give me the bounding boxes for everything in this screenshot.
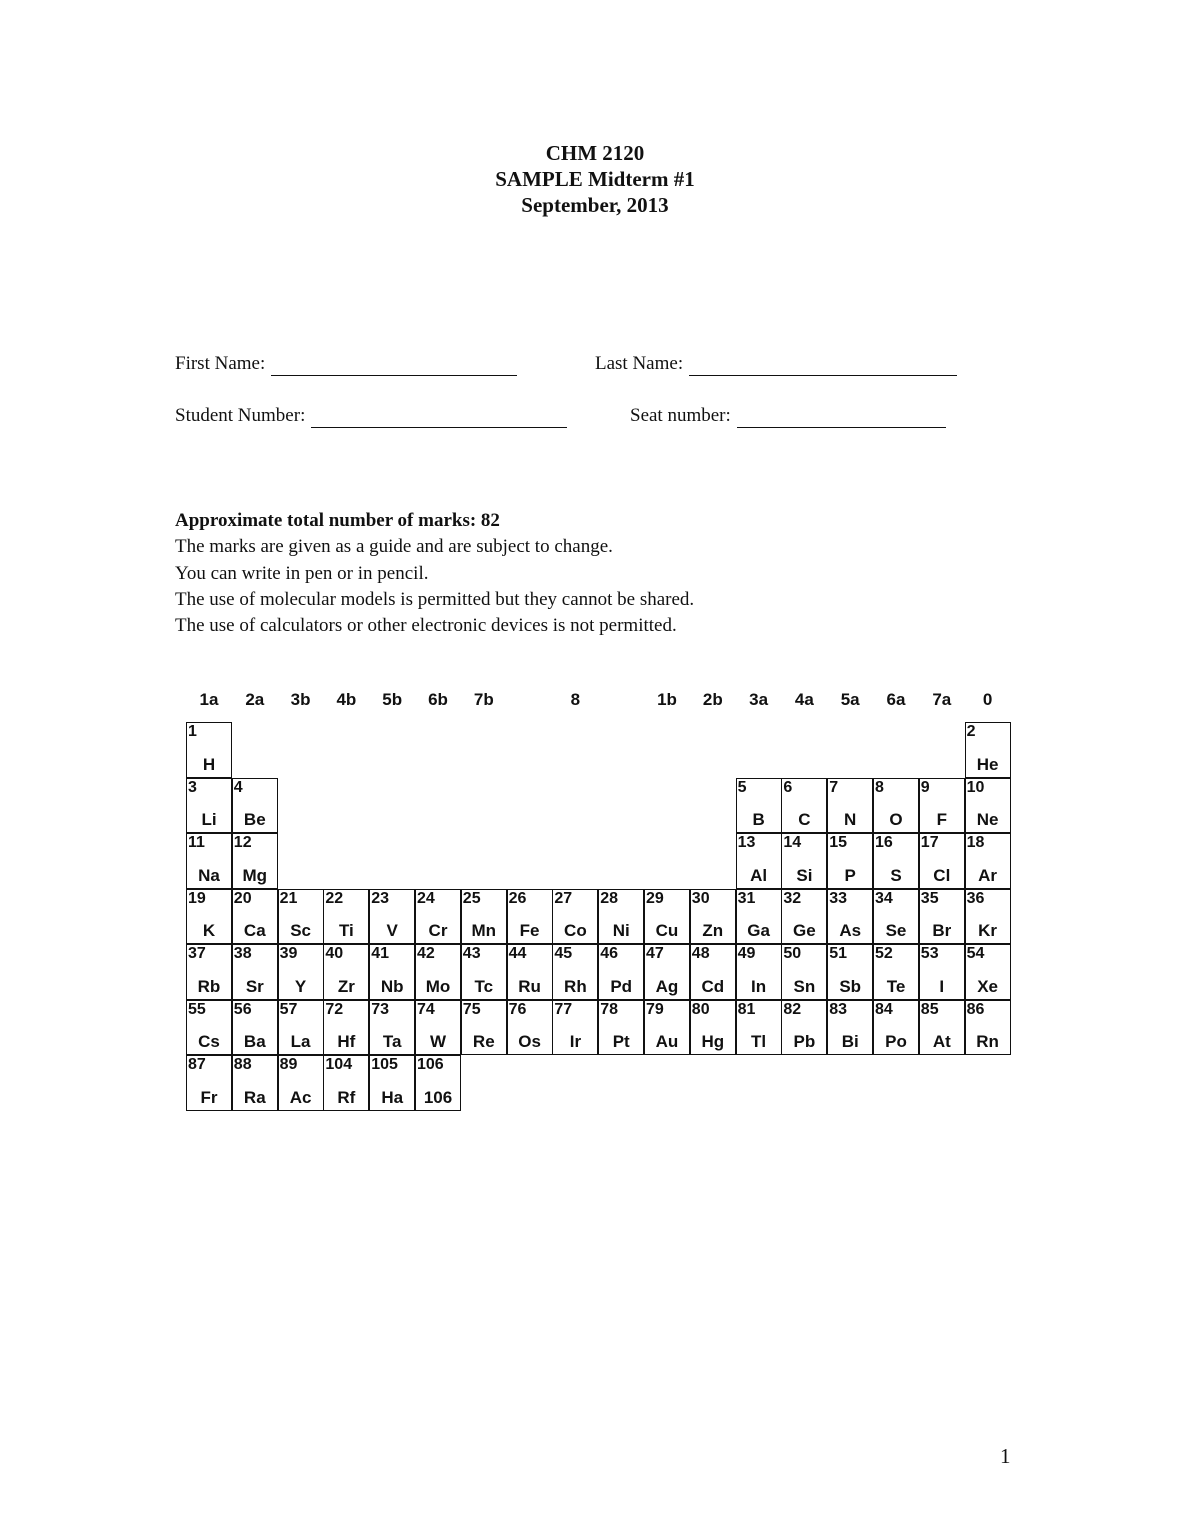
atomic-number: 14	[783, 834, 802, 851]
atomic-number: 83	[829, 1000, 847, 1018]
element-symbol: Nb	[380, 976, 404, 996]
atomic-number: 2	[966, 723, 976, 740]
atomic-number: 36	[966, 889, 985, 907]
atomic-number: 57	[279, 1000, 298, 1018]
atomic-number: 5	[737, 778, 747, 796]
atomic-number: 21	[279, 889, 298, 907]
atomic-number: 16	[875, 834, 893, 851]
group-label: 6b	[428, 690, 448, 709]
element-symbol: Te	[886, 976, 906, 996]
group-label: 6a	[886, 690, 906, 709]
group-label: 5a	[840, 690, 860, 709]
atomic-number: 77	[554, 1000, 573, 1018]
element-symbol: Pb	[793, 1032, 816, 1051]
element-symbol: Au	[655, 1032, 679, 1051]
element-symbol: He	[976, 754, 999, 774]
atomic-number: 73	[371, 1000, 389, 1018]
element-cell	[873, 1000, 919, 1056]
element-symbol: Pd	[610, 976, 633, 996]
atomic-number: 84	[875, 1000, 893, 1018]
element-symbol: Ba	[243, 1032, 266, 1051]
atomic-number: 10	[966, 778, 985, 796]
atomic-number: 29	[646, 889, 664, 907]
atomic-number: 15	[829, 834, 847, 851]
atomic-number: 28	[600, 889, 618, 907]
atomic-number: 1	[188, 723, 197, 740]
element-symbol: N	[844, 810, 857, 829]
element-symbol: Br	[932, 921, 952, 940]
element-cell	[323, 1055, 369, 1111]
atomic-number: 30	[691, 889, 710, 907]
atomic-number: 79	[646, 1000, 664, 1018]
element-symbol: As	[839, 921, 862, 940]
element-symbol: Po	[885, 1032, 907, 1051]
element-cell	[507, 944, 553, 1000]
element-symbol: Co	[564, 921, 587, 940]
exam-title: SAMPLE Midterm #1	[495, 167, 695, 191]
element-symbol: Mg	[242, 865, 268, 885]
group-label: 8	[570, 690, 581, 709]
atomic-number: 87	[188, 1056, 206, 1073]
group-label: 1b	[657, 690, 677, 709]
atomic-number: 24	[417, 889, 435, 907]
element-cell	[965, 1000, 1011, 1056]
atomic-number: 105	[371, 1056, 398, 1073]
element-symbol: Hf	[337, 1032, 356, 1051]
atomic-number: 88	[233, 1056, 252, 1073]
element-symbol: Ar	[978, 865, 998, 885]
element-symbol: Sn	[793, 976, 816, 996]
element-cell	[232, 889, 278, 945]
atomic-number: 75	[462, 1000, 481, 1018]
last-name-label: Last Name:	[595, 353, 684, 374]
element-cell	[736, 778, 782, 834]
exam-date: September, 2013	[521, 193, 669, 217]
element-symbol: Na	[198, 865, 220, 885]
element-symbol: C	[798, 810, 811, 829]
atomic-number: 3	[188, 778, 197, 796]
group-label: 1a	[199, 690, 219, 709]
element-symbol: Cd	[701, 976, 725, 996]
element-cell	[415, 889, 461, 945]
element-symbol: Fr	[200, 1087, 218, 1107]
atomic-number: 51	[829, 945, 847, 962]
element-symbol: Al	[750, 865, 768, 885]
atomic-number: 53	[920, 945, 939, 962]
element-symbol: Cs	[198, 1032, 220, 1051]
atomic-number: 54	[966, 945, 985, 962]
atomic-number: 19	[188, 889, 206, 907]
atomic-number: 23	[371, 889, 389, 907]
atomic-number: 50	[783, 945, 802, 962]
element-cell	[278, 944, 324, 1000]
element-symbol: Tl	[751, 1032, 767, 1051]
atomic-number: 72	[325, 1000, 344, 1018]
element-symbol: V	[386, 921, 398, 940]
element-symbol: H	[202, 754, 216, 774]
atomic-number: 31	[737, 889, 756, 907]
atomic-number: 85	[920, 1000, 939, 1018]
instruction-line: The use of calculators or other electronic devices is not permitted.	[175, 615, 677, 637]
element-cell	[781, 944, 827, 1000]
element-symbol: Hg	[701, 1032, 725, 1051]
group-label: 4a	[794, 690, 814, 709]
element-cell	[186, 1055, 232, 1111]
atomic-number: 25	[462, 889, 481, 907]
element-symbol: Cu	[655, 921, 679, 940]
page-number: 1	[1000, 1444, 1011, 1468]
atomic-number: 38	[233, 945, 252, 962]
element-symbol: Rf	[337, 1087, 356, 1107]
element-cell	[827, 778, 873, 834]
element-cell	[781, 778, 827, 834]
atomic-number: 76	[508, 1000, 527, 1018]
element-symbol: Be	[243, 810, 266, 829]
element-cell	[644, 944, 690, 1000]
element-cell	[278, 1000, 324, 1056]
group-label: 2b	[702, 690, 723, 709]
element-cell	[827, 889, 873, 945]
element-cell	[919, 944, 965, 1000]
element-cell	[919, 778, 965, 834]
element-cell	[507, 889, 553, 945]
group-label: 3b	[290, 690, 311, 709]
element-cell	[690, 1000, 736, 1056]
element-cell	[873, 889, 919, 945]
element-symbol: F	[936, 810, 947, 829]
element-cell	[232, 1000, 278, 1056]
element-cell	[965, 778, 1011, 834]
element-cell	[415, 1000, 461, 1056]
atomic-number: 46	[600, 945, 618, 962]
element-cell	[736, 889, 782, 945]
element-symbol: S	[890, 865, 902, 885]
element-cell	[552, 1000, 598, 1056]
atomic-number: 80	[691, 1000, 710, 1018]
atomic-number: 8	[875, 778, 884, 796]
atomic-number: 32	[783, 889, 802, 907]
atomic-number: 81	[737, 1000, 756, 1018]
element-symbol: Ag	[655, 976, 679, 996]
element-cell	[186, 1000, 232, 1056]
group-label: 0	[982, 690, 993, 709]
atomic-number: 35	[920, 889, 939, 907]
element-cell	[644, 1000, 690, 1056]
atomic-number: 11	[188, 834, 205, 851]
atomic-number: 55	[188, 1000, 206, 1018]
course-title: CHM 2120	[545, 141, 645, 165]
atomic-number: 89	[279, 1056, 298, 1073]
element-cell	[827, 1000, 873, 1056]
atomic-number: 49	[737, 945, 756, 962]
atomic-number: 34	[875, 889, 893, 907]
element-cell	[598, 1000, 644, 1056]
element-symbol: Zr	[337, 976, 355, 996]
atomic-number: 13	[737, 834, 756, 851]
element-symbol: Se	[885, 921, 907, 940]
element-cell	[186, 778, 232, 834]
element-cell	[369, 944, 415, 1000]
element-symbol: Fe	[519, 921, 540, 940]
element-symbol: Pt	[612, 1032, 630, 1051]
element-cell	[781, 833, 827, 889]
atomic-number: 9	[920, 778, 930, 796]
atomic-number: 17	[920, 834, 939, 851]
element-symbol: Rn	[976, 1032, 999, 1051]
element-symbol: W	[429, 1032, 447, 1051]
element-symbol: P	[844, 865, 856, 885]
element-symbol: Si	[796, 865, 813, 885]
element-cell	[461, 1000, 507, 1056]
instruction-line: The use of molecular models is permitted but they cannot be shared.	[175, 588, 695, 610]
atomic-number: 33	[829, 889, 847, 907]
atomic-number: 48	[691, 945, 710, 962]
atomic-number: 22	[325, 889, 344, 907]
element-cell	[781, 889, 827, 945]
element-symbol: Ti	[338, 921, 354, 940]
element-cell	[873, 833, 919, 889]
element-cell	[965, 889, 1011, 945]
element-cell	[232, 778, 278, 834]
atomic-number: 6	[783, 778, 793, 796]
element-cell	[736, 944, 782, 1000]
element-symbol: Ir	[569, 1032, 582, 1051]
element-cell	[644, 889, 690, 945]
atomic-number: 12	[233, 834, 252, 851]
atomic-number: 52	[875, 945, 893, 962]
atomic-number: 44	[508, 945, 527, 962]
element-cell	[232, 833, 278, 889]
atomic-number: 78	[600, 1000, 618, 1018]
atomic-number: 20	[233, 889, 252, 907]
element-cell	[461, 889, 507, 945]
element-symbol: Sb	[839, 976, 862, 996]
atomic-number: 18	[966, 834, 985, 851]
element-symbol: Rh	[564, 976, 587, 996]
element-cell	[690, 889, 736, 945]
element-cell	[598, 889, 644, 945]
group-label: 5b	[382, 690, 403, 709]
atomic-number: 42	[417, 945, 435, 962]
element-symbol: Ni	[612, 921, 630, 940]
element-symbol: Re	[472, 1032, 495, 1051]
element-symbol: B	[752, 810, 765, 829]
group-label: 7a	[932, 690, 952, 709]
element-symbol: Cl	[933, 865, 951, 885]
element-cell	[369, 889, 415, 945]
seat-number-label: Seat number:	[630, 405, 731, 426]
element-symbol: At	[932, 1032, 951, 1051]
group-label: 2a	[245, 690, 265, 709]
element-cell	[232, 944, 278, 1000]
element-symbol: Ha	[381, 1087, 404, 1107]
element-cell	[919, 833, 965, 889]
element-symbol: Rb	[197, 976, 221, 996]
element-symbol: Os	[518, 1032, 541, 1051]
atomic-number: 41	[371, 945, 389, 962]
atomic-number: 82	[783, 1000, 802, 1018]
element-symbol: Sr	[245, 976, 264, 996]
atomic-number: 104	[325, 1056, 353, 1073]
element-cell	[278, 889, 324, 945]
element-cell	[919, 1000, 965, 1056]
element-symbol: Li	[201, 810, 217, 829]
element-cell	[552, 944, 598, 1000]
element-cell	[781, 1000, 827, 1056]
element-cell	[461, 944, 507, 1000]
element-symbol: O	[889, 810, 903, 829]
group-label: 3a	[749, 690, 769, 709]
element-cell	[965, 833, 1011, 889]
first-name-label: First Name:	[175, 353, 266, 374]
element-cell	[323, 889, 369, 945]
element-symbol: Ta	[382, 1032, 402, 1051]
element-cell	[690, 944, 736, 1000]
element-cell	[827, 833, 873, 889]
element-cell	[369, 1055, 415, 1111]
atomic-number: 43	[462, 945, 481, 962]
element-cell	[873, 944, 919, 1000]
element-symbol: I	[939, 976, 945, 996]
element-cell	[965, 944, 1011, 1000]
element-symbol: Mo	[425, 976, 451, 996]
atomic-number: 56	[233, 1000, 252, 1018]
atomic-number: 47	[646, 945, 664, 962]
element-symbol: Kr	[978, 921, 998, 940]
element-symbol: Xe	[977, 976, 998, 996]
element-cell	[369, 1000, 415, 1056]
element-cell	[186, 722, 232, 778]
element-symbol: La	[290, 1032, 311, 1051]
element-symbol: Bi	[841, 1032, 859, 1051]
atomic-number: 40	[325, 945, 344, 962]
student-number-label: Student Number:	[175, 405, 306, 426]
atomic-number: 26	[508, 889, 527, 907]
element-symbol: 106	[423, 1087, 453, 1107]
element-cell	[736, 1000, 782, 1056]
element-symbol: Ru	[518, 976, 541, 996]
instruction-line: The marks are given as a guide and are subject to change.	[175, 536, 613, 558]
element-cell	[507, 1000, 553, 1056]
element-symbol: Ac	[289, 1087, 312, 1107]
element-cell	[186, 833, 232, 889]
element-cell	[919, 889, 965, 945]
atomic-number: 27	[554, 889, 573, 907]
atomic-number: 74	[417, 1000, 435, 1018]
atomic-number: 4	[233, 778, 243, 796]
element-symbol: Zn	[702, 921, 724, 940]
atomic-number: 106	[417, 1056, 444, 1073]
element-symbol: Tc	[474, 976, 494, 996]
element-cell	[278, 1055, 324, 1111]
total-marks: Approximate total number of marks: 82	[175, 510, 500, 531]
element-symbol: Sc	[290, 921, 311, 940]
element-cell	[415, 944, 461, 1000]
element-symbol: In	[751, 976, 767, 996]
element-cell	[552, 889, 598, 945]
element-cell	[186, 889, 232, 945]
element-symbol: Ra	[243, 1087, 266, 1107]
element-symbol: Ge	[793, 921, 816, 940]
atomic-number: 45	[554, 945, 573, 962]
element-symbol: Y	[294, 976, 307, 996]
element-cell	[323, 944, 369, 1000]
element-symbol: Ga	[747, 921, 770, 940]
atomic-number: 37	[188, 945, 206, 962]
element-cell	[186, 944, 232, 1000]
atomic-number: 7	[829, 778, 839, 796]
instruction-line: You can write in pen or in pencil.	[175, 562, 429, 584]
element-symbol: K	[202, 921, 216, 940]
element-cell	[736, 833, 782, 889]
element-symbol: Cr	[428, 921, 448, 940]
group-label: 7b	[473, 690, 494, 709]
element-symbol: Ne	[976, 810, 999, 829]
element-cell	[323, 1000, 369, 1056]
element-cell	[598, 944, 644, 1000]
element-cell	[827, 944, 873, 1000]
group-label: 4b	[336, 690, 357, 709]
atomic-number: 86	[966, 1000, 985, 1018]
element-symbol: Mn	[471, 921, 497, 940]
element-symbol: Ca	[243, 921, 266, 940]
element-cell	[965, 722, 1011, 778]
element-cell	[873, 778, 919, 834]
atomic-number: 39	[279, 945, 298, 962]
element-cell	[232, 1055, 278, 1111]
element-cell	[415, 1055, 461, 1111]
